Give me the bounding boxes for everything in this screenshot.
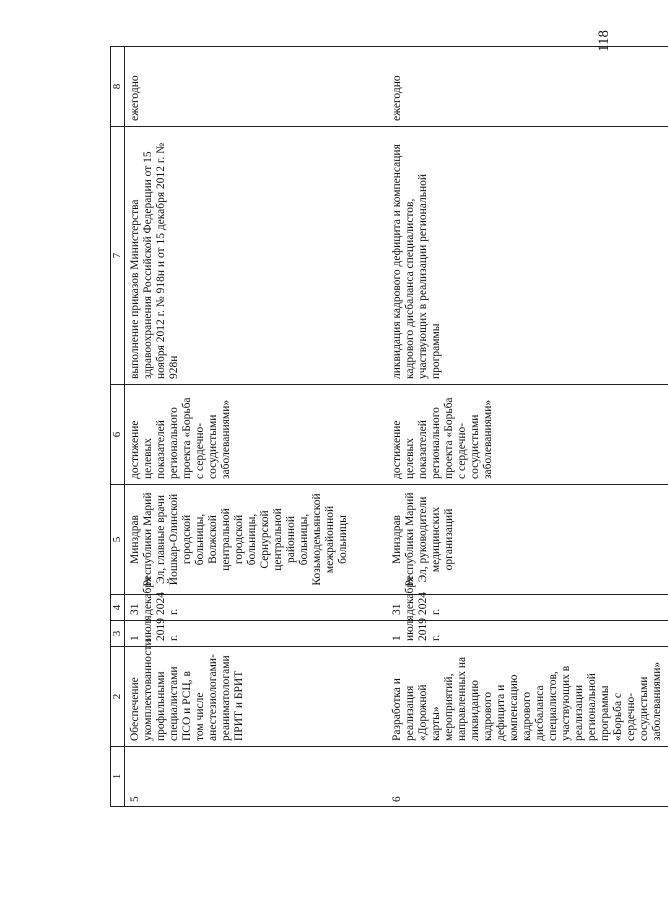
column-number-row [111,47,125,807]
end-date-cell: 31 декабря 2024 г. [387,595,668,621]
frequency-cell: ежегодно [387,47,668,127]
plan-table [110,46,668,807]
page-number: 118 [596,30,612,52]
result-cell: достижение целевых показателей регионального проекта «Борьба с сердечно-сосудистыми заболеваниями» [387,385,668,485]
row-number: 5 [125,747,387,807]
rotated-table-container [110,47,663,807]
table-row [125,47,387,807]
column-header: 2 [111,647,125,747]
frequency-cell: ежегодно [125,47,387,127]
column-header: 4 [111,595,125,621]
responsible-cell: Минздрав Республики Марий Эл, главные врачи Йошкар-Олинской городской больницы, Волжской центральной городской больницы, Сернурской центральной районной больницы, Козьмодемьянской межрайонной больницы [125,485,387,595]
event-cell: Разработка и реализация «Дорожной карты» мероприятий, направленных на ликвидацию кадрового дефицита и компенсацию кадрового дисбаланса специалистов, участвующих в реализации региональной программы «Борьба с сердечно-сосудистыми заболеваниями» [387,647,668,747]
end-date-cell: 31 декабря 2024 г. [125,595,387,621]
responsible-cell: Минздрав Республики Марий Эл, руководители медицинских организаций [387,485,668,595]
column-header: 3 [111,621,125,647]
column-header: 7 [111,127,125,385]
column-header: 1 [111,747,125,807]
column-header: 5 [111,485,125,595]
indicator-cell: ликвидация кадрового дефицита и компенсация кадрового дисбаланса специалистов, участвующих в реализации региональной программы [387,127,668,385]
start-date-cell: 1 июля 2019 г. [125,621,387,647]
indicator-cell: выполнение приказов Министерства здравоохранения Российской Федерации от 15 ноября 2012 г. № 918н и от 15 декабря 2012 г. № 928н [125,127,387,385]
result-cell: достижение целевых показателей регионального проекта «Борьба с сердечно-сосудистыми заболеваниями» [125,385,387,485]
column-header: 6 [111,385,125,485]
column-header: 8 [111,47,125,127]
table-row [387,47,668,807]
start-date-cell: 1 июля 2019 г. [387,621,668,647]
event-cell: Обеспечение укомплектованности профильными специалистами ПСО и РСЦ, в том числе анестезиологами-реаниматологами ПРИТ и БРИТ [125,647,387,747]
row-number: 6 [387,747,668,807]
